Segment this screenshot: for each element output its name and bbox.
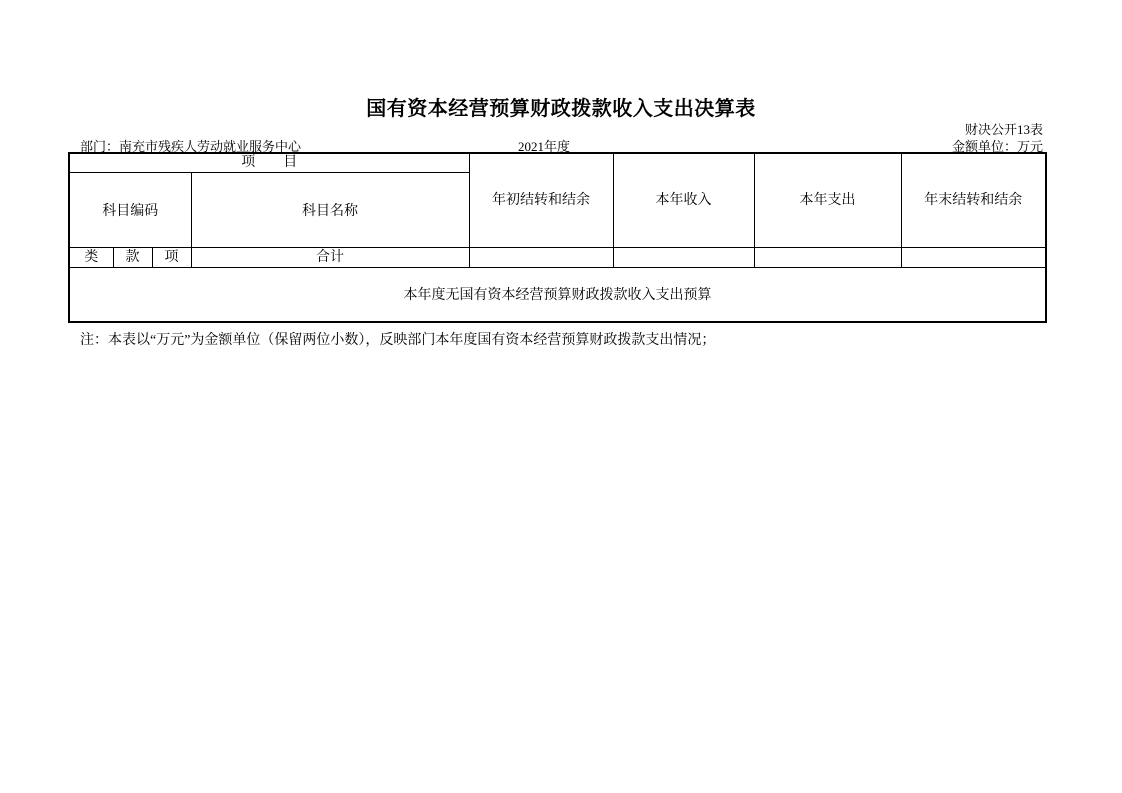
page-title: 国有资本经营预算财政拨款收入支出决算表 [366,98,756,120]
form-number-label: 财决公开13表 [964,122,1043,137]
header-current-income: 本年收入 [613,153,754,248]
total-ending-balance-value [901,248,1046,268]
fiscal-appropriation-table [68,152,1047,323]
header-subject-code: 科目编码 [69,173,191,248]
footnote: 注：本表以“万元”为金额单位（保留两位小数），反映部门本年度国有资本经营预算财政拨款支出情况； [80,333,716,348]
header-beginning-balance: 年初结转和结余 [469,153,613,248]
subheader-item: 款 [113,248,152,268]
header-subject-name: 科目名称 [191,173,469,248]
total-current-income-value [613,248,754,268]
meta-row [80,136,1043,152]
department-label: 部门：南充市残疾人劳动就业服务中心 [80,139,302,154]
empty-budget-message: 本年度无国有资本经营预算财政拨款收入支出预算 [69,268,1046,322]
table-row [69,248,1046,268]
table-row [69,153,1046,173]
total-beginning-balance-value [469,248,613,268]
fiscal-year-label: 2021年度 [517,139,570,154]
table-row [69,268,1046,322]
header-project-group: 项 目 [69,153,469,173]
header-current-expense: 本年支出 [754,153,901,248]
amount-unit-label: 金额单位：万元 [951,139,1043,154]
header-ending-balance: 年末结转和结余 [901,153,1046,248]
total-current-expense-value [754,248,901,268]
subheader-entry: 项 [152,248,191,268]
total-row-label: 合计 [191,248,469,268]
subheader-category: 类 [69,248,113,268]
